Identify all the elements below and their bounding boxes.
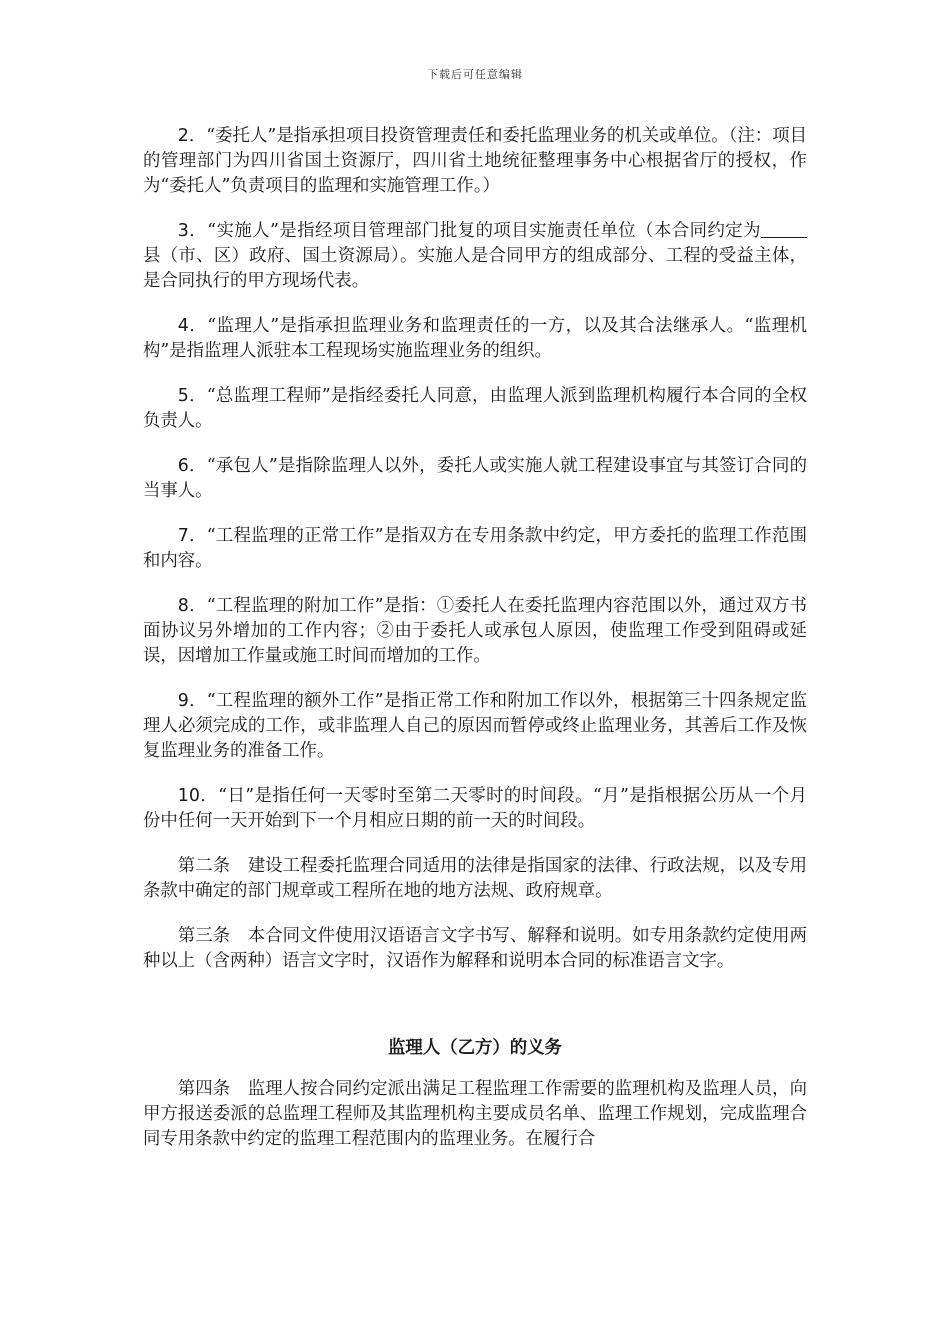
item-number: 5． — [177, 386, 207, 406]
fill-in-blank — [761, 219, 807, 238]
definition-paragraph-3 — [143, 219, 807, 294]
paragraph-text: “实施人”是指经项目管理部门批复的项目实施责任单位（本合同约定为 — [207, 221, 761, 241]
definition-paragraph-7 — [143, 524, 807, 574]
paragraph-text: “工程监理的附加工作”是指：①委托人在委托监理内容范围以外，通过双方书面协议另外增加的工作内容；②由于委托人或承包人原因，使监理工作受到阻碍或延误，因增加工作量或施工时间而增加的工作。 — [143, 596, 807, 666]
definition-paragraph-6 — [143, 454, 807, 504]
item-number: 2． — [177, 126, 207, 146]
definition-paragraph-5 — [143, 384, 807, 434]
item-number: 9． — [177, 691, 207, 711]
definition-paragraph-4 — [143, 314, 807, 364]
paragraph-text: 县（市、区）政府、国土资源局）。实施人是合同甲方的组成部分、工程的受益主体，是合同执行的甲方现场代表。 — [143, 246, 807, 291]
item-number: 3． — [177, 221, 208, 241]
document-body — [143, 124, 807, 1172]
paragraph-text: “工程监理的额外工作”是指正常工作和附加工作以外，根据第三十四条规定监理人必须完成的工作，或非监理人自己的原因而暂停或终止监理业务，其善后工作及恢复监理业务的准备工作。 — [143, 691, 807, 761]
item-number: 8． — [177, 596, 207, 616]
item-number: 4． — [177, 316, 208, 336]
item-number: 10． — [177, 786, 219, 806]
paragraph-text: 第四条 监理人按合同约定派出满足工程监理工作需要的监理机构及监理人员，向甲方报送委派的总监理工程师及其监理机构主要成员名单、监理工作规划，完成监理合同专用条款中约定的监理工程范围内的监理业务。在履行合 — [143, 1079, 807, 1149]
paragraph-text: “委托人”是指承担项目投资管理责任和委托监理业务的机关或单位。（注：项目的管理部门为四川省国土资源厅，四川省土地统征整理事务中心根据省厅的授权，作为“委托人”负责项目的监理和实施管理工作。） — [143, 126, 807, 196]
definition-paragraph-2 — [143, 124, 807, 199]
paragraph-text: “日”是指任何一天零时至第二天零时的时间段。“月”是指根据公历从一个月份中任何一天开始到下一个月相应日期的前一天的时间段。 — [143, 786, 807, 831]
definition-paragraph-10 — [143, 784, 807, 834]
paragraph-text: “监理人”是指承担监理业务和监理责任的一方，以及其合法继承人。“监理机构”是指监理人派驻本工程现场实施监理业务的组织。 — [143, 316, 807, 361]
article-2-paragraph — [143, 854, 807, 904]
paragraph-text: “总监理工程师”是指经委托人同意，由监理人派到监理机构履行本合同的全权负责人。 — [143, 386, 807, 431]
item-number: 7． — [177, 526, 207, 546]
definition-paragraph-8 — [143, 594, 807, 669]
header-note: 下载后可任意编辑 — [427, 68, 523, 81]
section-title: 监理人（乙方）的义务 — [388, 1038, 562, 1058]
paragraph-text: 第二条 建设工程委托监理合同适用的法律是指国家的法律、行政法规，以及专用条款中确定的部门规章或工程所在地的地方法规、政府规章。 — [143, 856, 807, 901]
paragraph-text: 第三条 本合同文件使用汉语语言文字书写、解释和说明。如专用条款约定使用两种以上（含两种）语言文字时，汉语作为解释和说明本合同的标准语言文字。 — [143, 926, 807, 971]
paragraph-text: “承包人”是指除监理人以外，委托人或实施人就工程建设事宜与其签订合同的当事人。 — [143, 456, 807, 501]
item-number: 6． — [177, 456, 207, 476]
definition-paragraph-9 — [143, 689, 807, 764]
article-3-paragraph — [143, 924, 807, 974]
article-4-paragraph — [143, 1077, 807, 1152]
paragraph-text: “工程监理的正常工作”是指双方在专用条款中约定，甲方委托的监理工作范围和内容。 — [143, 526, 807, 571]
